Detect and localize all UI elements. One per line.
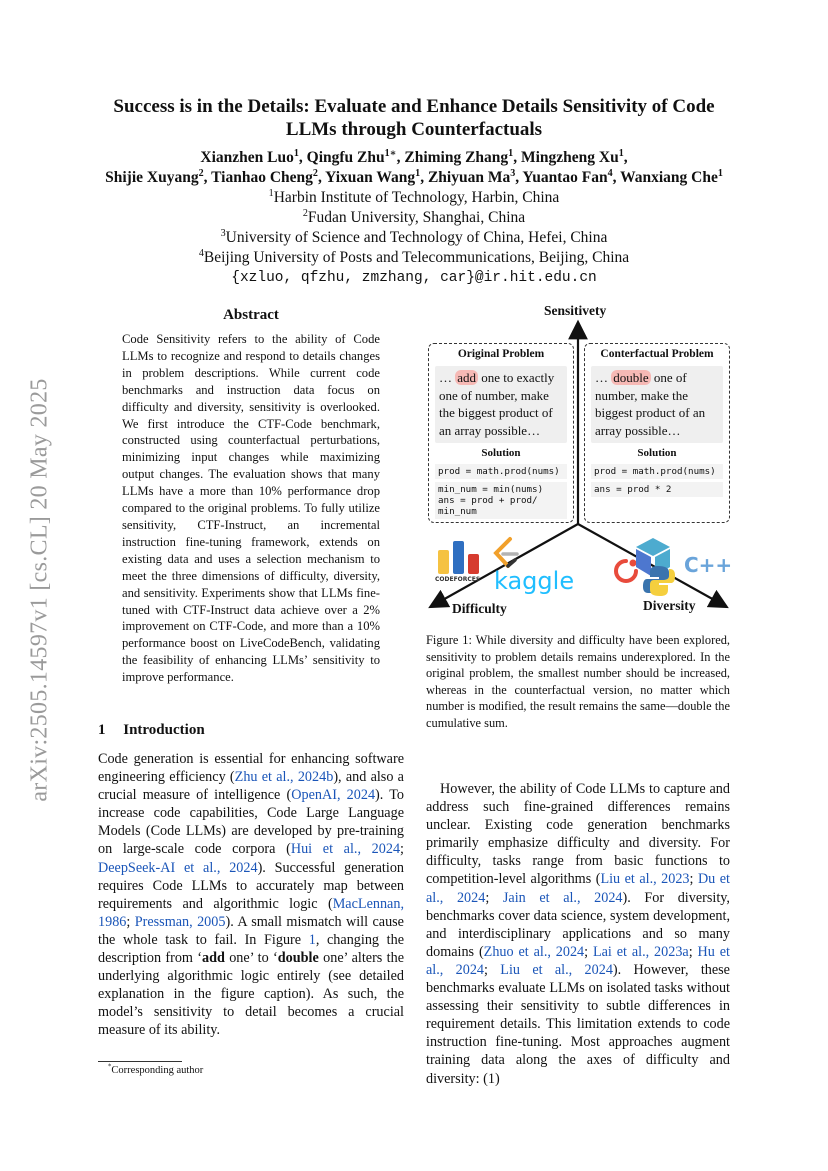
author-affiliation-mark: 2 bbox=[312, 167, 318, 179]
python-logo-icon bbox=[642, 564, 676, 598]
body-text: However, the ability of Code LLMs to capture and address such fine-grained differences remains unclear. Existing code generation benchmarks primarily emphasize difficulty and diversity. For difficulty, tasks range from basic functions to competition-level algorithms ( bbox=[426, 781, 730, 888]
axis-label-difficulty: Difficulty bbox=[452, 601, 507, 616]
affiliation-line bbox=[70, 248, 758, 268]
original-solution-title: Solution bbox=[481, 447, 521, 459]
body-text: ). For diversity, benchmarks cover data science, system development, and interdisciplinary applications and so many domains ( bbox=[426, 889, 730, 960]
citation-link[interactable]: OpenAI, 2024 bbox=[291, 787, 376, 804]
body-text: ). Successful generation requires Code LLMs to accurately map between requirements and algorithmic logic ( bbox=[98, 859, 405, 912]
footnote-rule bbox=[98, 1061, 182, 1062]
citation-link[interactable]: MacLennan, 1986 bbox=[98, 895, 404, 930]
author-affiliation-mark: 1 bbox=[293, 147, 299, 159]
affiliation-text: Fudan University, Shanghai, China bbox=[307, 209, 526, 226]
contact-email: {xzluo, qfzhu, zmzhang, car}@ir.hit.edu.cn bbox=[231, 270, 597, 286]
citation-link[interactable]: Hui et al., 2024 bbox=[290, 841, 401, 858]
author-affiliation-mark: 1∗ bbox=[384, 147, 397, 159]
affiliation-mark: 3 bbox=[220, 227, 226, 239]
counterfactual-problem-title: Conterfactual Problem bbox=[600, 348, 714, 360]
arxiv-identifier: arXiv:2505.14597v1 [cs.CL] 20 May 2025 bbox=[26, 378, 53, 802]
author-name: Mingzheng Xu bbox=[520, 149, 619, 166]
title-line-1: Success is in the Details: Evaluate and Enhance Details Sensitivity of Code bbox=[113, 96, 715, 117]
author-name: Tianhao Cheng bbox=[211, 169, 313, 186]
body-text: ; bbox=[126, 913, 135, 930]
author-affiliation-mark: 1 bbox=[508, 147, 514, 159]
citation-link[interactable]: Hu et al., 2024 bbox=[426, 943, 730, 978]
original-highlight-word: add bbox=[457, 370, 477, 385]
author-name: Wanxiang Che bbox=[620, 169, 718, 186]
citation-link[interactable]: DeepSeek-AI et al., 2024 bbox=[98, 859, 258, 876]
counterfactual-code-block: ans = prod * 2 bbox=[591, 482, 723, 497]
footnote-text: Corresponding author bbox=[111, 1065, 204, 1076]
emphasis-text: add bbox=[202, 950, 225, 967]
author-affiliation-mark: 1 bbox=[618, 147, 624, 159]
body-text: ; bbox=[584, 943, 593, 960]
affiliation-mark: 1 bbox=[268, 187, 274, 199]
body-text: ). A small mismatch will cause the whole task to fail. In Figure bbox=[98, 913, 404, 948]
abstract-text: Code Sensitivity refers to the ability of Code LLMs to recognize and respond to details changes in problem descriptions. While current code benchmarks and instruction data focus on difficulty and diversity, sensitivity is overlooked. We first introduce the CTF-Code benchmark, constructed using counterfactual perturbations, minimizing input changes while maximizing output changes. The evaluation shows that many LLMs have a more than 10% performance drop compared to the original problems. To fully utilize sensitivity, CTF-Instruct, an incremental instruction fine-tuning framework, extends on existing data and uses a selection mechanism to meet the three dimensions of difficulty, diversity, and sensitivity. Experiments show that LLMs fine-tuned with CTF-Instruct data achieve over a 2% improvement on CTF-Code, and more than a 10% performance boost on LiveCodeBench, validating the feasibility of enhancing LLMs’ sensitivity to improve performance. bbox=[122, 332, 380, 685]
citation-link[interactable]: Zhu et al., 2024b bbox=[234, 769, 334, 786]
original-problem-text bbox=[435, 366, 567, 443]
citation-link[interactable]: Liu et al., 2024 bbox=[500, 961, 613, 978]
affiliation-text: Beijing University of Posts and Telecommunications, Beijing, China bbox=[203, 249, 630, 266]
author-name: Qingfu Zhu bbox=[306, 149, 385, 166]
body-text: ; bbox=[400, 841, 404, 858]
abstract-heading: Abstract bbox=[223, 307, 279, 323]
author-affiliation-mark: 4 bbox=[607, 167, 613, 179]
citation-link[interactable]: Jain et al., 2024 bbox=[502, 889, 623, 906]
authors-line-2: Shijie Xuyang$^2$, Tianhao Cheng$^2$, Yixuan Wang$^1$, Zhiyuan Ma$^3$, Yuantao Fan$^4$, Wanxiang Che$^1$ bbox=[105, 167, 723, 186]
title-line-2: LLMs through Counterfactuals bbox=[285, 119, 543, 140]
axis-label-sensitivity: Sensitivety bbox=[544, 303, 607, 318]
section-number: 1 bbox=[98, 722, 106, 738]
body-text: ; bbox=[484, 961, 501, 978]
author-affiliation-mark: 2 bbox=[198, 167, 204, 179]
affiliation-line bbox=[70, 228, 758, 248]
body-text: ). To increase code capabilities, Code Large Language Models (Code LLMs) are developed by pre-training on large-scale code corpora ( bbox=[98, 787, 404, 858]
body-text: ). However, these benchmarks evaluate LLMs on isolated tasks without assessing their sensitivity to subtle differences in requirement details. This limitation extends to code instruction fine-tuning. Most approaches augment training data along the axes of difficulty and diversity: (1) bbox=[426, 961, 730, 1087]
author-name: Zhiyuan Ma bbox=[427, 169, 511, 186]
counterfactual-solution-title: Solution bbox=[637, 447, 677, 459]
citation-link[interactable]: Pressman, 2005 bbox=[134, 913, 226, 930]
original-text-post: one to exactly one of number, make the biggest product of an array possible… bbox=[439, 370, 555, 438]
counterfactual-text-post: one of number, make the biggest product of an array possible… bbox=[595, 370, 706, 438]
original-problem-panel bbox=[428, 343, 574, 523]
body-text: ), and also a crucial measure of intelligence ( bbox=[98, 769, 404, 804]
emphasis-text: double bbox=[277, 950, 319, 967]
original-problem-title: Original Problem bbox=[457, 348, 545, 360]
body-text: Code generation is essential for enhancing software engineering efficiency ( bbox=[98, 751, 404, 786]
intro-paragraph-left bbox=[98, 750, 404, 1040]
author-block bbox=[70, 148, 758, 288]
kaggle-logo: kaggle bbox=[494, 567, 575, 595]
counterfactual-code-line-1: prod = math.prod(nums) bbox=[591, 464, 723, 479]
affiliation-text: University of Science and Technology of China, Hefei, China bbox=[225, 229, 608, 246]
intro-paragraph-right bbox=[426, 780, 730, 1088]
cpp-logo: C++ bbox=[684, 553, 733, 577]
paper-title bbox=[90, 95, 738, 141]
body-text: ; bbox=[688, 943, 698, 960]
footnote-mark: * bbox=[108, 1063, 112, 1071]
original-text-pre: … bbox=[439, 370, 456, 385]
counterfactual-problem-panel bbox=[584, 343, 730, 523]
author-name: Shijie Xuyang bbox=[105, 169, 199, 186]
citation-link[interactable]: Zhuo et al., 2024 bbox=[483, 943, 585, 960]
arxiv-sidebar bbox=[0, 0, 80, 1171]
affiliation-mark: 2 bbox=[302, 207, 308, 219]
original-code-block: min_num = min(nums) ans = prod + prod/ min_num bbox=[435, 482, 567, 519]
author-name: Xianzhen Luo bbox=[200, 149, 294, 166]
citation-link[interactable]: Liu et al., 2023 bbox=[600, 871, 690, 888]
section-heading bbox=[98, 722, 205, 739]
author-affiliation-mark: 1 bbox=[415, 167, 421, 179]
figure-caption: Figure 1: While diversity and difficulty have been explored, sensitivity to problem details remains underexplored. In the original problem, the smallest number should be increased, whereas in the counterfactual version, no matter which number is modified, the result remains the same—double the cumulative sum. bbox=[426, 633, 730, 730]
section-title: Introduction bbox=[123, 722, 205, 738]
author-name: Zhiming Zhang bbox=[404, 149, 509, 166]
figure-1 bbox=[420, 298, 740, 626]
body-text: , changing the description from ‘ bbox=[98, 931, 404, 967]
counterfactual-text-pre: … bbox=[595, 370, 612, 385]
counterfactual-highlight-word: double bbox=[613, 370, 649, 385]
author-name: Yuantao Fan bbox=[522, 169, 608, 186]
counterfactual-problem-text bbox=[591, 366, 723, 443]
author-affiliation-mark: 1 bbox=[717, 167, 723, 179]
citation-link[interactable]: Lai et al., 2023a bbox=[592, 943, 689, 960]
citation-link[interactable]: 1 bbox=[308, 931, 316, 948]
body-text: ; bbox=[689, 871, 698, 888]
axis-label-diversity: Diversity bbox=[643, 598, 696, 613]
affiliation-text: Harbin Institute of Technology, Harbin, China bbox=[273, 189, 560, 206]
affiliation-line bbox=[70, 188, 758, 208]
affiliation-mark: 4 bbox=[198, 247, 204, 259]
author-affiliation-mark: 3 bbox=[510, 167, 516, 179]
original-code-line-1: prod = math.prod(nums) bbox=[435, 464, 567, 479]
author-name: Yixuan Wang bbox=[325, 169, 416, 186]
citation-link[interactable]: Du et al., 2024 bbox=[426, 871, 730, 906]
body-text: ; bbox=[485, 889, 503, 906]
affiliations bbox=[70, 188, 758, 268]
footnote bbox=[108, 1065, 203, 1076]
body-text: one’ alters the underlying algorithmic logic entirely (see detailed explanation in the figure caption). As such, the model’s sensitivity to detail becomes a crucial measure of its ability. bbox=[98, 950, 404, 1039]
body-text: one’ to ‘ bbox=[224, 950, 278, 967]
codeforces-logo-text: CODEFORCES bbox=[435, 576, 481, 583]
affiliation-line bbox=[70, 208, 758, 228]
authors-line-1: Xianzhen Luo$^1$, Qingfu Zhu$^{1∗}$, Zhiming Zhang$^1$, Mingzheng Xu$^1$, bbox=[200, 147, 628, 166]
